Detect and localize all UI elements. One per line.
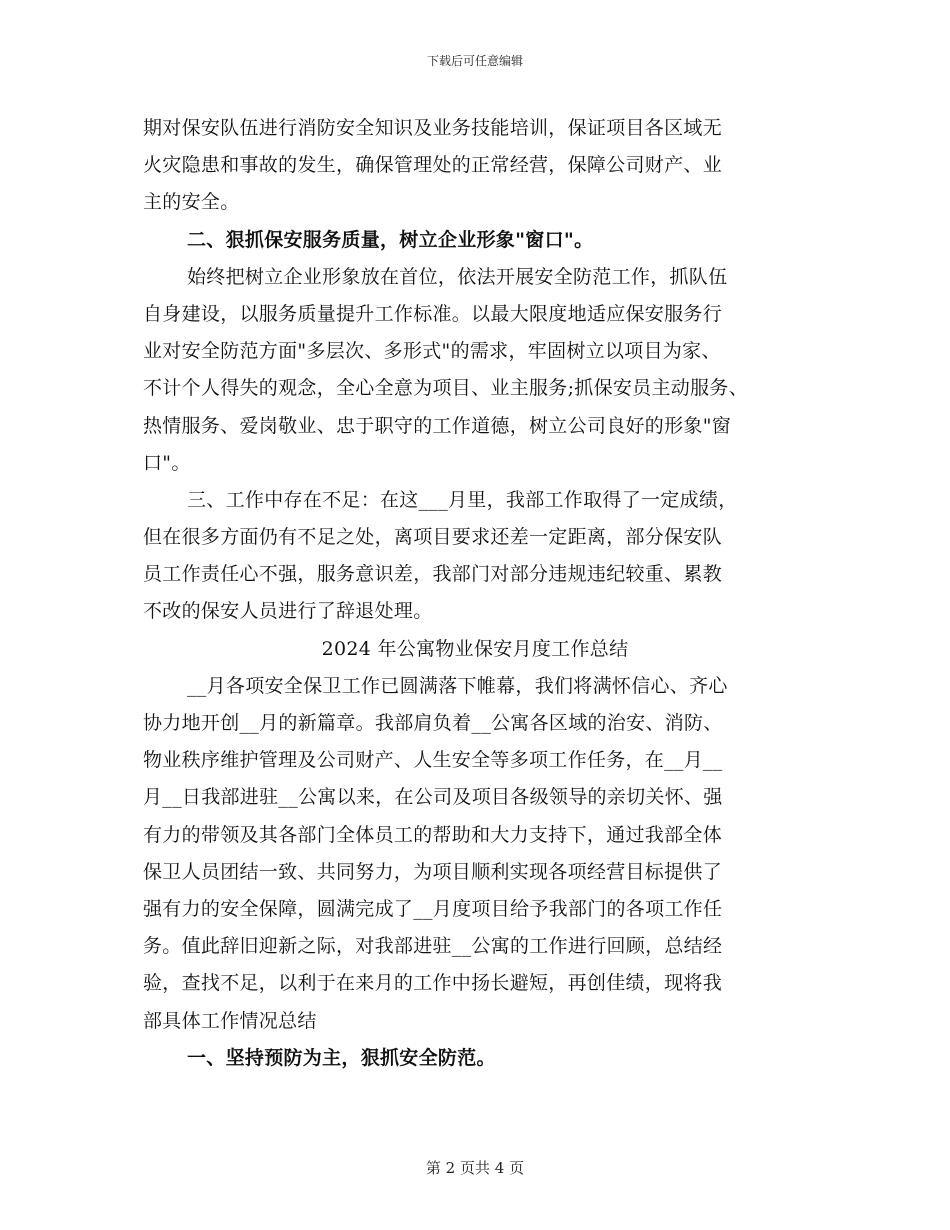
- page-header: 下载后可任意编辑: [426, 54, 523, 68]
- text-line: 强有力的安全保障，圆满完成了__月度项目给予我部门的各项工作任: [143, 897, 723, 920]
- section-heading: 一、坚持预防为主，狠抓安全防范。: [187, 1046, 496, 1069]
- text-line: 月__日我部进驻__公寓以来，在公司及项目各级领导的亲切关怀、强: [143, 786, 723, 809]
- page-footer: 第 2 页共 4 页: [425, 1159, 525, 1177]
- text-line: 火灾隐患和事故的发生，确保管理处的正常经营，保障公司财产、业: [143, 154, 723, 177]
- section-heading: 二、狠抓保安服务质量，树立企业形象"窗口"。: [187, 228, 594, 251]
- text-line: 协力地开创__月的新篇章。我部肩负着__公寓各区域的治安、消防、: [143, 712, 723, 734]
- text-line: 部具体工作情况总结: [143, 1009, 317, 1032]
- text-line: 自身建设，以服务质量提升工作标准。以最大限度地适应保安服务行: [143, 302, 723, 325]
- text-line: 业对安全防范方面"多层次、多形式"的需求，牢固树立以项目为家、: [143, 340, 721, 363]
- text-line: 主的安全。: [143, 191, 240, 214]
- text-line: 三、工作中存在不足：在这___月里，我部工作取得了一定成绩，: [187, 488, 738, 511]
- document-body: [143, 110, 807, 1077]
- text-line: __月各项安全保卫工作已圆满落下帷幕，我们将满怀信心、齐心: [187, 674, 728, 697]
- text-line: 期对保安队伍进行消防安全知识及业务技能培训，保证项目各区域无: [143, 117, 723, 139]
- text-line: 员工作责任心不强，服务意识差，我部门对部分违规违纪较重、累教: [143, 563, 723, 586]
- text-line: 有力的带领及其各部门全体员工的帮助和大力支持下，通过我部全体: [143, 823, 723, 846]
- text-line: 保卫人员团结一致、共同努力，为项目顺利实现各项经营目标提供了: [143, 860, 723, 883]
- text-line: 验，查找不足，以利于在来月的工作中扬长避短，再创佳绩，现将我: [143, 972, 723, 995]
- text-line: 热情服务、爱岗敬业、忠于职守的工作道德，树立公司良好的形象"窗: [143, 414, 732, 437]
- text-line: 不计个人得失的观念，全心全意为项目、业主服务;抓保安员主动服务、: [143, 377, 749, 400]
- text-line: 口"。: [143, 451, 191, 474]
- text-line: 物业秩序维护管理及公司财产、人生安全等多项工作任务，在__月__: [143, 749, 723, 772]
- text-line: 不改的保安人员进行了辞退处理。: [143, 600, 433, 623]
- text-line: 始终把树立企业形象放在首位，依法开展安全防范工作，抓队伍: [187, 265, 728, 288]
- document-title: 2024 年公寓物业保安月度工作总结: [321, 637, 629, 660]
- text-line: 但在很多方面仍有不足之处，离项目要求还差一定距离，部分保安队: [143, 526, 723, 549]
- text-line: 务。值此辞旧迎新之际，对我部进驻__公寓的工作进行回顾，总结经: [143, 935, 723, 958]
